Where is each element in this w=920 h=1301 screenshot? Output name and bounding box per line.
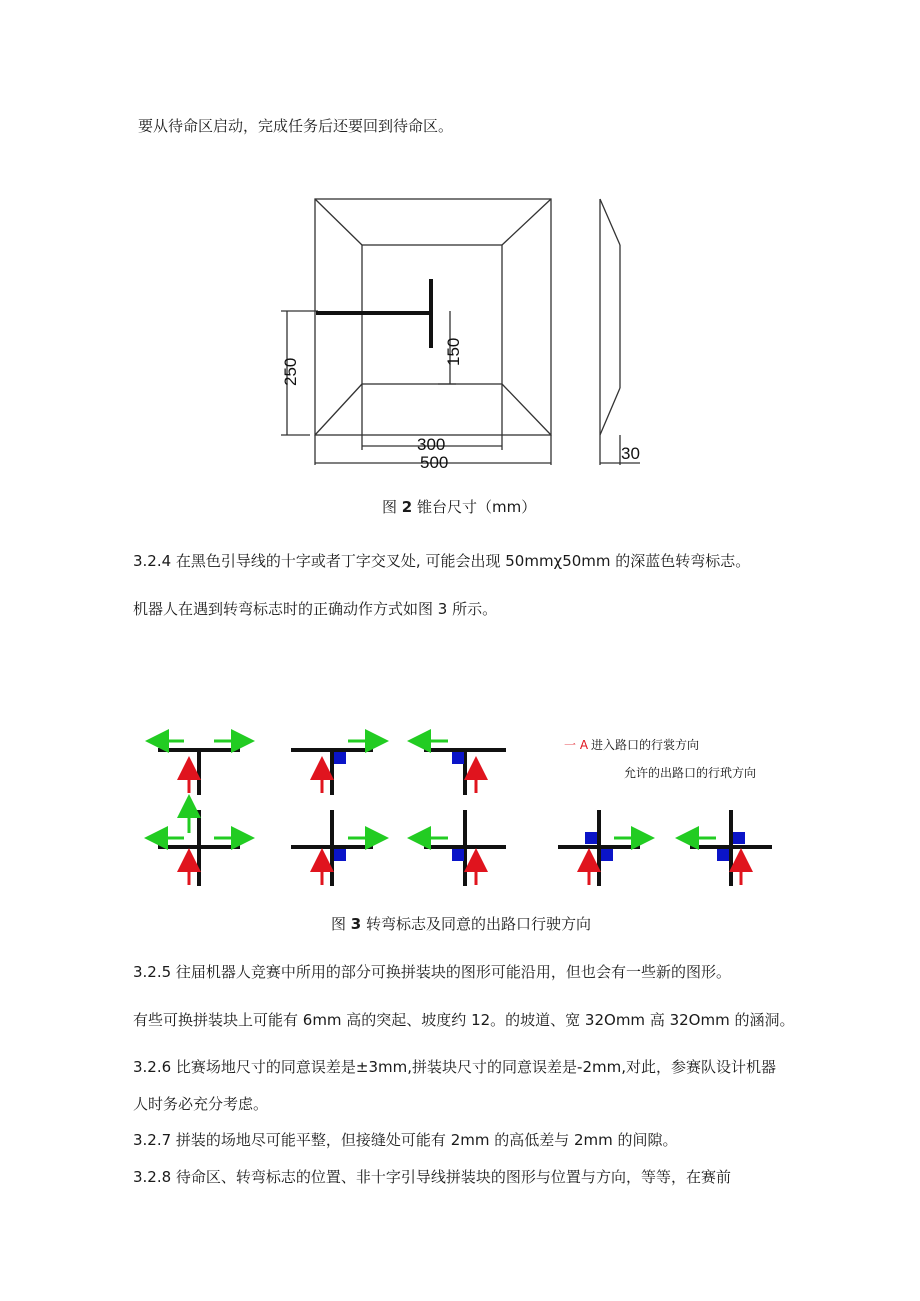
cross-junction-3: [419, 810, 506, 886]
caption-number: 2: [401, 498, 413, 516]
legend-enter-direction: 进入路口的行裳方向: [591, 738, 700, 752]
section-3-2-4-cont: 机器人在遇到转弯标志时的正确动作方式如图 3 所示。: [133, 600, 498, 618]
caption-number: 3: [350, 915, 362, 933]
caption-prefix: 图: [382, 498, 398, 516]
cross-junction-2: [291, 810, 377, 886]
turn-mark: [585, 832, 597, 844]
legend-exit-direction: 允许的出路口的行玳方向: [624, 766, 757, 780]
turn-mark: [601, 849, 613, 861]
section-3-2-6: 3.2.6 比赛场地尺寸的同意误差是±3mm,拼装块尺寸的同意误差是-2mm,对此，参赛队设计机器: [133, 1058, 776, 1076]
turn-mark: [334, 752, 346, 764]
section-3-2-7: 3.2.7 拼装的场地尽可能平整，但接缝处可能有 2mm 的高低差与 2mm 的间隙。: [133, 1131, 678, 1149]
section-3-2-8: 3.2.8 待命区、转弯标志的位置、非十字引导线拼装块的图形与位置与方向，等等，在赛前: [133, 1168, 731, 1186]
turn-mark: [334, 849, 346, 861]
t-junction-1: [157, 741, 243, 795]
turn-mark: [733, 832, 745, 844]
turn-mark: [717, 849, 729, 861]
cross-junction-4: [558, 810, 643, 886]
section-3-2-5: 3.2.5 往届机器人竞赛中所用的部分可换拼装块的图形可能沿用，但也会有一些新的图形。: [133, 963, 731, 981]
cross-junction-1: [156, 806, 243, 886]
t-junction-3: [419, 741, 506, 795]
paragraph-line: 要从待命区启动，完成任务后还要回到待命区。: [138, 117, 454, 135]
turn-mark: [452, 849, 464, 861]
turn-mark: [452, 752, 464, 764]
caption-prefix: 图: [331, 915, 347, 933]
t-junction-2: [291, 741, 377, 795]
section-3-2-5-cont: 有些可换拼装块上可能有 6mm 高的突起、坡度约 12。的坡道、宽 32Omm 高 32Omm 的涵洞。: [133, 1011, 795, 1029]
dim-30-label: 30: [621, 444, 640, 463]
cross-junction-5: [687, 810, 772, 886]
dim-500-label: 500: [420, 453, 449, 472]
dim-250-label: 250: [281, 357, 300, 386]
dim-300-label: 300: [417, 435, 446, 454]
legend-marker: 一 A: [564, 738, 589, 752]
caption-text: 锥台尺寸（mm）: [417, 498, 537, 516]
section-3-2-4: 3.2.4 在黑色引导线的十字或者丁字交叉处, 可能会出现 50mmχ50mm 的深蓝色转弯标志。: [133, 552, 751, 570]
figure-3-caption: [331, 914, 591, 934]
caption-text: 转弯标志及同意的出路口行驶方向: [366, 915, 592, 933]
dim-150-label: 150: [444, 337, 463, 366]
section-3-2-6-cont: 人时务必充分考虑。: [133, 1095, 269, 1113]
